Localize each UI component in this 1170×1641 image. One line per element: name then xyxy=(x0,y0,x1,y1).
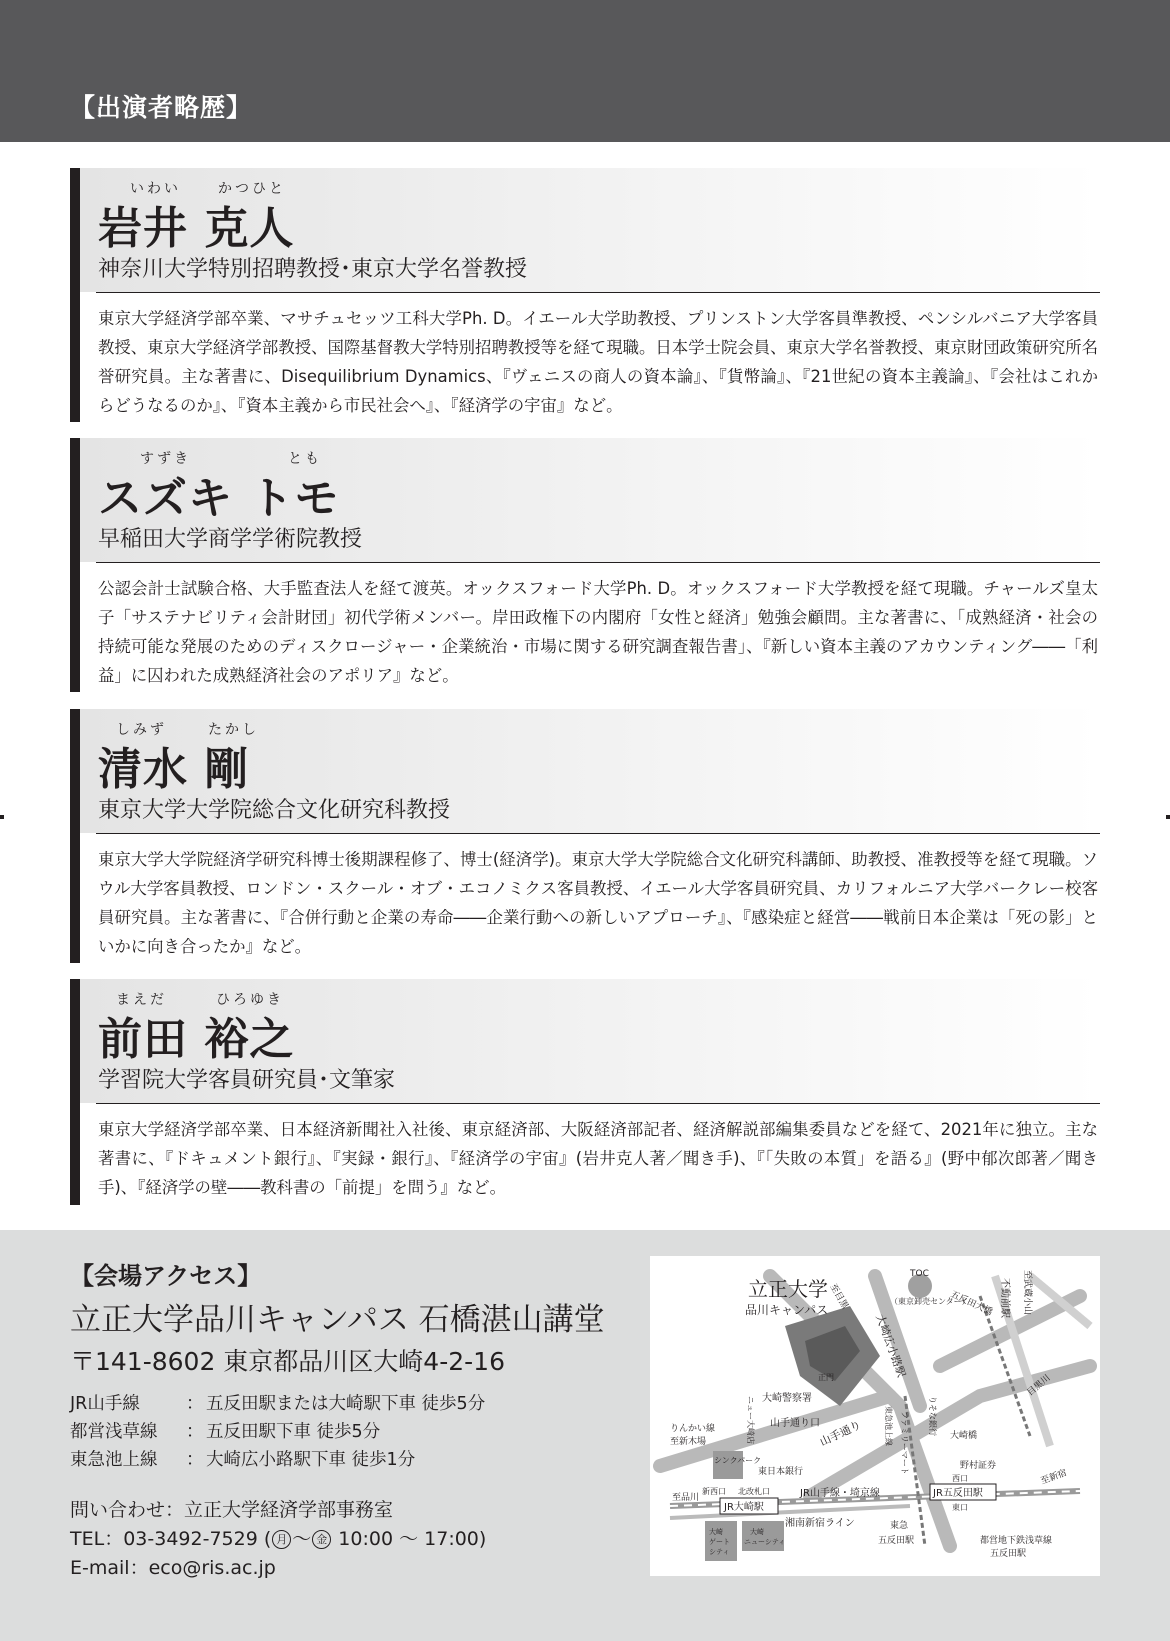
map-jr-yamanote: JR山手線・埼京線 xyxy=(800,1488,880,1499)
map-family-mart: ファミリーマート xyxy=(900,1411,909,1475)
map-toei-1: 都営地下鉄浅草線 xyxy=(980,1536,1053,1546)
divider xyxy=(96,562,1100,563)
map-jr-gotanda: JR五反田駅 xyxy=(933,1488,983,1499)
map-shinjuku: 至新宿 xyxy=(1039,1468,1069,1487)
map-shin-nishi: 新西口 xyxy=(702,1487,726,1496)
new-city-block xyxy=(742,1521,784,1551)
map-east-japan-bank: 東日本銀行 xyxy=(758,1467,804,1477)
route-list xyxy=(70,1390,485,1474)
access-map xyxy=(650,1256,1100,1576)
divider xyxy=(96,1103,1100,1104)
range-separator: ～ xyxy=(292,1528,312,1550)
divider xyxy=(96,833,1100,834)
route-line: 東急池上線 xyxy=(70,1450,158,1470)
day-to-badge: 金 xyxy=(312,1530,331,1549)
map-graphic xyxy=(650,1256,1100,1576)
route-item xyxy=(70,1390,485,1418)
person-title: 学習院大学客員研究員･文筆家 xyxy=(98,1068,396,1093)
map-new-osaki: ニュー大崎店 xyxy=(746,1396,755,1444)
route-separator: ： xyxy=(186,1394,204,1414)
ruby-given: とも xyxy=(288,451,322,467)
person-bio: 東京大学経済学部卒業、マサチュセッツ工科大学Ph. D。イエール大学助教授、プリンストン大学客員準教授、ペンシルバニア大学客員教授、東京大学経済学部教授、国際基督教大学特別招聘教授等を経て現職。日本学士院会員、東京大学名誉教授、東京財団政策研究所名誉研究員。主な著書に、Disequilibrium Dynamics、『ヴェニスの商人の資本論』、『貨幣論』、『21世紀の資本主義論』、『会社はこれからどうなるのか』、『資本主義から市民社会へ』、『経済学の宇宙』など。 xyxy=(98,309,1098,415)
rail-shonan xyxy=(670,1506,910,1518)
telephone xyxy=(70,1525,486,1554)
ruby-given: ひろゆき xyxy=(216,992,284,1008)
ruby-given: たかし xyxy=(208,722,259,738)
map-campus-name: 立正大学 xyxy=(748,1277,828,1301)
page-title: 【出演者略歴】 xyxy=(70,93,253,122)
profile-maeda xyxy=(70,979,1100,1205)
map-gotanda-ohashi: 五反田大橋 xyxy=(948,1289,994,1318)
trim-mark-right xyxy=(1166,815,1170,819)
tel-number: TEL：03-3492-7529 ( xyxy=(70,1528,272,1550)
map-campus-sub: 品川キャンパス xyxy=(745,1303,829,1317)
ruby-family: まえだ xyxy=(116,992,167,1008)
map-resona: りそな銀行 xyxy=(928,1396,937,1436)
map-osaki-bridge: 大崎橋 xyxy=(950,1431,978,1441)
route-separator: ： xyxy=(186,1450,204,1470)
ruby-given: かつひと xyxy=(218,181,286,197)
person-bio: 東京大学大学院経済学研究科博士後期課程修了、博士(経済学)。東京大学大学院総合文化研究科講師、助教授、准教授等を経て現職。ソウル大学客員教授、ロンドン・スクール・オブ・エコノミクス客員教授、イエール大学客員研究員、カリフォルニア大学バークレー校客員研究員。主な著書に、『合併行動と企業の寿命――企業行動への新しいアプローチ』、『感染症と経営――戦前日本企業は「死の影」といかに向き合ったか』など。 xyxy=(98,850,1098,956)
map-tokyu-ikegami: 東急池上線 xyxy=(884,1406,893,1446)
map-nomura: 野村証券 xyxy=(960,1461,997,1471)
divider xyxy=(96,292,1100,293)
route-detail: 五反田駅または大崎駅下車 徒歩5分 xyxy=(206,1394,486,1414)
accent-bar xyxy=(70,709,80,963)
email-link[interactable]: E-mail：eco@ris.ac.jp xyxy=(70,1557,276,1579)
map-police: 大崎警察署 xyxy=(762,1393,812,1404)
map-tokyu-gotanda-2: 五反田駅 xyxy=(878,1536,915,1546)
map-gate-city-3: シティ xyxy=(709,1548,730,1556)
map-toc: TOC xyxy=(910,1269,929,1279)
map-new-city-2: ニューシティ xyxy=(744,1538,786,1546)
map-nishiguchi: 西口 xyxy=(952,1474,968,1483)
map-toc-sub: （東京卸売センター） xyxy=(890,1297,970,1306)
route-item xyxy=(70,1446,485,1474)
map-fudomae: 不動前駅 xyxy=(999,1278,1010,1318)
inquiry-office: 問い合わせ：立正大学経済学部事務室 xyxy=(70,1499,394,1521)
map-gate-city-2: ゲート xyxy=(709,1538,730,1546)
route-line: 都営浅草線 xyxy=(70,1422,158,1442)
person-bio: 公認会計士試験合格、大手監査法人を経て渡英。オックスフォード大学Ph. D。オックスフォード大学教授を経て現職。チャールズ皇太子「サステナビリティ会計財団」初代学術メンバー。岸田政権下の内閣府「女性と経済」勉強会顧問。主な著書に、「成熟経済・社会の持続可能な発展のためのディスクロージャー・企業統治・市場に関する研究調査報告書」、『新しい資本主義のアカウンティング――「利益」に囚われた成熟経済社会のアポリア』など。 xyxy=(98,579,1098,685)
tel-hours: 10:00 ～ 17:00) xyxy=(332,1528,487,1550)
ruby-family: しみず xyxy=(116,722,167,738)
map-shinkiba: 至新木場 xyxy=(670,1437,707,1447)
map-jr-osaki: JR大崎駅 xyxy=(724,1502,764,1513)
map-gate-city-1: 大崎 xyxy=(709,1528,723,1536)
profile-iwai xyxy=(70,168,1100,422)
accent-bar xyxy=(70,168,80,422)
map-new-city-1: 大崎 xyxy=(750,1528,764,1536)
accent-bar xyxy=(70,979,80,1205)
day-from-badge: 月 xyxy=(272,1530,291,1549)
route-item xyxy=(70,1418,485,1446)
profile-shimizu xyxy=(70,709,1100,963)
venue-address: 〒141-8602 東京都品川区大崎4-2-16 xyxy=(70,1347,505,1376)
route-detail: 五反田駅下車 徒歩5分 xyxy=(206,1422,381,1442)
venue-name: 立正大学品川キャンパス 石橋湛山講堂 xyxy=(70,1302,605,1338)
person-name: 岩井 克人 xyxy=(98,203,295,254)
route-separator: ： xyxy=(186,1422,204,1442)
map-toei-2: 五反田駅 xyxy=(990,1549,1027,1559)
route-line: JR山手線 xyxy=(70,1394,140,1414)
person-name: スズキ トモ xyxy=(98,473,340,524)
map-tokyu-gotanda-1: 東急 xyxy=(890,1521,909,1531)
person-title: 神奈川大学特別招聘教授･東京大学名誉教授 xyxy=(98,257,528,282)
access-heading: 【会場アクセス】 xyxy=(70,1262,262,1290)
person-bio: 東京大学経済学部卒業、日本経済新聞社入社後、東京経済部、大阪経済部記者、経済解説部編集委員などを経て、2021年に独立。主な著書に、『ドキュメント銀行』、『実録・銀行』、『経済学の宇宙』(岩井克人著／聞き手)、『「失敗の本質」を語る』(野中郁次郎著／聞き手)、『経済学の壁――教科書の「前提」を問う』など。 xyxy=(98,1120,1098,1197)
person-name: 清水 剛 xyxy=(98,744,250,795)
map-osaki-hirokoji: 大崎広小路駅 xyxy=(873,1312,908,1380)
map-kita-kaisatsu: 北改札口 xyxy=(738,1487,770,1496)
ruby-family: いわい xyxy=(130,181,181,197)
map-shonan: 湘南新宿ライン xyxy=(785,1518,855,1529)
contact-info xyxy=(70,1496,486,1583)
map-think-park: シンクパーク xyxy=(714,1456,762,1465)
profile-suzuki xyxy=(70,438,1100,692)
person-title: 東京大学大学院総合文化研究科教授 xyxy=(98,798,451,823)
trim-mark-left xyxy=(0,815,4,819)
person-name: 前田 裕之 xyxy=(98,1014,295,1065)
person-title: 早稲田大学商学学術院教授 xyxy=(98,527,363,552)
map-shomeizaka: 至目黒 xyxy=(827,1282,850,1311)
map-yamate-dori: 山手通り xyxy=(817,1418,864,1449)
route-detail: 大崎広小路駅下車 徒歩1分 xyxy=(206,1450,416,1470)
map-musashikoyama: 至武蔵小山 xyxy=(1022,1270,1032,1316)
map-yamate-dori-mouth: 山手通り口 xyxy=(770,1418,820,1429)
ruby-family: すずき xyxy=(140,451,192,467)
map-shinagawa: 至品川 xyxy=(672,1493,700,1503)
map-meguro-river: 目黒川 xyxy=(1025,1373,1053,1399)
accent-bar xyxy=(70,438,80,692)
map-gate-label: 正門 xyxy=(818,1373,834,1382)
map-higashiguchi: 東口 xyxy=(952,1503,968,1512)
map-rinkai-line: りんかい線 xyxy=(670,1424,716,1434)
